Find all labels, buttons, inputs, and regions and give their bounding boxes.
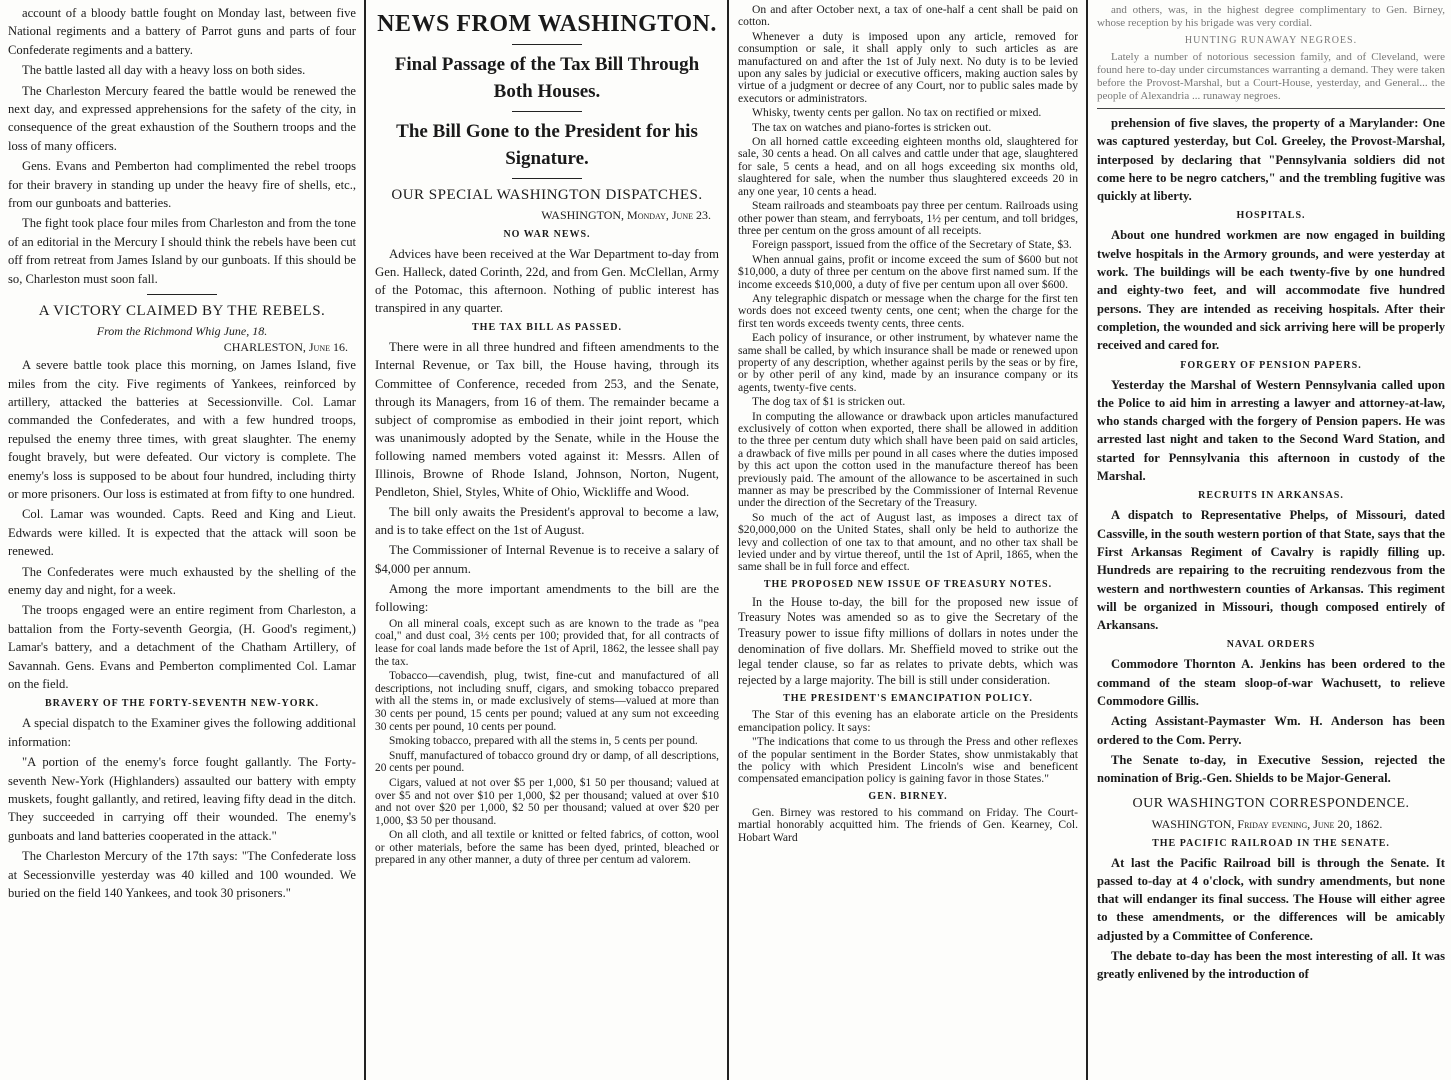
subheading-emancipation: THE PRESIDENT'S EMANCIPATION POLICY. [783, 693, 1033, 705]
headline-final-passage: Final Passage of the Tax Bill Through Both Houses. [394, 54, 700, 102]
article-paragraph: The Charleston Mercury of the 17th says: "The Confederate loss at Secessionville yesterday was 40 killed and 100 wounded. We buried on the field 140 Yankees, and took 30 prisoners." [8, 849, 356, 901]
article-paragraph: The battle lasted all day with a heavy loss on both sides. [22, 63, 306, 78]
article-paragraph: The Charleston Mercury feared the battle would be renewed the next day, and expressed apprehensions for the safety of the city, in consequence of the great exhaustion of the Southern troops and the loss of many officers. [8, 83, 356, 153]
column-rule [1086, 0, 1088, 1080]
subheading-hospitals: HOSPITALS. [1236, 210, 1306, 222]
column-3 [730, 0, 1084, 1080]
section-divider [512, 111, 582, 112]
article-paragraph: On all horned cattle exceeding eighteen months old, slaughtered for sale, 30 cents a head. On all calves and cattle under that age, slaughtered for sale, 5 cents a head, and on all hogs exceeding six months old, slaughtered for sale, when the number thus slaughtered exceeds 20 in any one year, 10 cents a head. [738, 135, 1078, 198]
article-paragraph: Advices have been received at the War Department to-day from Gen. Halleck, dated Corinth, 22d, and from Gen. McClellan, Army of the Potomac, this afternoon. Nothing of public interest has transpired in any quarter. [375, 247, 719, 316]
article-paragraph: Col. Lamar was wounded. Capts. Reed and King and Lieut. Edwards were killed. It is expected that the attack will soon be renewed. [8, 507, 356, 559]
article-paragraph: A severe battle took place this morning, on James Island, five miles from the city. Five regiments of Yankees, reinforced by artillery, attacked the batteries at Secessionville. Col. Lamar commanded the Confederates, and with a few hundred troops, repulsed the enemy three times, with great slaughter. The enemy fought bravely, but were defeated. Our victory is complete. The enemy's loss is supposed to be about four hundred, including thirty or more prisoners. Our loss is estimated at from fifty to one hundred. [8, 358, 356, 501]
article-paragraph: In the House to-day, the bill for the proposed new issue of Treasury Notes was amended so as to give the Secretary of the Treasury power to issue fifty millions of dollars in notes under the denomination of five dollars. Mr. Sheffield moved to strike out the legal tender clause, so far as relates to private debts, which was rejected by a large majority. The bill is still under consideration. [738, 594, 1078, 687]
article-paragraph: So much of the act of August last, as imposes a direct tax of $20,000,000 on the United States, shall only be held to authorize the levy and collection of one tax to that amount, and no other tax shall be levied under and by virtue thereof, until the 1st of April, 1865, when the same shall be in full force and effect. [738, 510, 1078, 574]
subheading-recruits: RECRUITS IN ARKANSAS. [1198, 490, 1344, 502]
article-paragraph: The troops engaged were an entire regiment from Charleston, a battalion from the Forty-seventh Georgia, (H. Good's regiment,) Lamar's battery, and a detachment of the Chatham Artillery, of Savannah. Gens. Evans and Pemberton complimented Col. Lamar on the field. [8, 603, 356, 691]
article-paragraph: On all mineral coals, except such as are known to the trade as "pea coal," and dust coal, 3½ cents per 100; provided that, for all contracts of lease for coal lands made before the 1st of April, 1862, the lessee shall pay the tax. [375, 617, 719, 668]
subheading-naval-orders: NAVAL ORDERS [1226, 639, 1316, 651]
article-paragraph: The Confederates were much exhausted by the shelling of the enemy day and night, for a week. [8, 564, 356, 597]
column-4 [1089, 0, 1451, 1080]
dateline: CHARLESTON, June 16. [223, 340, 348, 355]
article-paragraph: The bill only awaits the President's approval to become a law, and is to take effect on the 1st of August. [375, 505, 719, 538]
article-paragraph: The Star of this evening has an elaborate article on the Presidents emancipation policy. It says: [738, 708, 1078, 734]
article-paragraph: In computing the allowance or drawback upon articles manufactured exclusively of cotton when exported, there shall be allowed in addition to the three per centum duty which shall have been paid on said articles, a drawback of five mills per pound in all cases where the duties imposed by this act upon the cotton used in the manufacture thereof has been previously paid. The amount of the allowance to be ascertained in such manner as may be prescribed by the Commissioner of Internal Revenue under the direction of the Secretary of the Treasury. [738, 409, 1078, 510]
article-paragraph: prehension of five slaves, the property of a Marylander: One was captured yesterday, but Col. Greeley, the Provost-Marshal, interposed by declaring that "Pennsylvania soldiers did not come here to be negro catchers," and the trembling fugitive was quickly at liberty. [1097, 116, 1445, 204]
article-paragraph: Gens. Evans and Pemberton had complimented the rebel troops for their bravery in standing up under the heavy fire of shells, etc., from our gunboats and batteries. [8, 159, 356, 211]
article-paragraph: About one hundred workmen are now engaged in building twelve hospitals in the Armory grounds, and were yesterday at work. The buildings will be each twenty-five by one hundred and eighty-two feet, and will accommodate five hundred persons. They are intended as receiving hospitals. After their completion, the wounded and sick arriving here will be properly received and cared for. [1097, 228, 1445, 353]
article-paragraph: The debate to-day has been the most interesting of all. It was greatly enlivened by the introduction of [1097, 948, 1445, 982]
article-paragraph: A special dispatch to the Examiner gives the following additional information: [8, 716, 356, 749]
subheading-pacific-railroad: THE PACIFIC RAILROAD IN THE SENATE. [1152, 837, 1390, 849]
article-paragraph: Any telegraphic dispatch or message when the charge for the first ten words does not exceed twenty cents, one cent; when the charge for the first ten words exceeds twenty cents, three cents. [738, 291, 1078, 330]
clipping-edge [1097, 108, 1445, 109]
headline-news-from-washington: NEWS FROM WASHINGTON. [377, 11, 717, 37]
headline-special-dispatches: OUR SPECIAL WASHINGTON DISPATCHES. [391, 187, 703, 203]
subheading-treasury-notes: THE PROPOSED NEW ISSUE OF TREASURY NOTES. [763, 578, 1053, 590]
article-paragraph: On all cloth, and all textile or knitted or felted fabrics, of cotton, wool or other materials, before the same has been dyed, printed, bleached or prepared in any other manner, a duty of three per centum ad valorem. [375, 829, 719, 867]
article-paragraph: Lately a number of notorious secession family, and of Cleveland, were found here to-day under circumstances warranting a demand. They were taken before the Provost-Marshal, but a Court-House, yesterday, and General... the people of Alexandria ... runaway negroes. [1097, 51, 1445, 102]
article-paragraph: The tax on watches and piano-fortes is stricken out. [752, 120, 992, 134]
section-divider [512, 44, 582, 45]
article-paragraph: "A portion of the enemy's force fought gallantly. The Forty-seventh New-York (Highlanders) assaulted our battery with empty muskets, fought gallantly, and retired, leaving fifty dead in the ditch. They succeeded in carrying off their wounded. The enemy's gunboats and land batteries cooperated in the attack." [8, 755, 356, 843]
article-paragraph: Each policy of insurance, or other instrument, by whatever name the same shall be called, by which insurance shall be made or renewed upon property of any description, whether against perils by the seas or by fire, or by other peril of any kind, made by an insurance company or its agents, twenty-five cents. [738, 331, 1078, 394]
headline-bill-gone: The Bill Gone to the President for his Signature. [396, 121, 698, 169]
column-rule [727, 0, 729, 1080]
subheading-tax-bill: THE TAX BILL AS PASSED. [472, 322, 622, 334]
article-paragraph: A dispatch to Representative Phelps, of Missouri, dated Cassville, in the south western portion of that State, says that the First Arkansas Regiment of Cavalry is rapidly filling up. Hundreds are repairing to the recruiting rendezvous from the western and northwestern counties of Arkansas. This regiment will be organized in Missouri, though composed entirely of Arkansans. [1097, 508, 1445, 633]
article-paragraph: Whenever a duty is imposed upon any article, removed for consumption or sale, it shall apply only to such articles as are manufactured on and after the 1st of July next. No duty is to be levied upon any sales by judicial or executive officers, making auction sales by virtue of a judgment or decree of any Court, nor to public sales made by executors or administrators. [738, 29, 1078, 105]
article-paragraph: Gen. Birney was restored to his command on Friday. The Court-martial honorably acquitted him. The friends of Gen. Kearney, Col. Hobart Ward [738, 805, 1078, 844]
article-paragraph: At last the Pacific Railroad bill is through the Senate. It passed to-day at 4 o'clock, with sundry amendments, but none that will endanger its final success. The House will either agree to these amendments, or the differences will be amicably adjusted by a Committee of Conference. [1097, 855, 1445, 943]
headline-victory: A VICTORY CLAIMED BY THE REBELS. [38, 303, 326, 320]
subheading-forgery: FORGERY OF PENSION PAPERS. [1180, 359, 1362, 371]
article-paragraph: Commodore Thornton A. Jenkins has been ordered to the command of the steam sloop-of-war Wachusett, to relieve Commodore Gillis. [1097, 657, 1445, 709]
article-paragraph: The Commissioner of Internal Revenue is to receive a salary of $4,000 per annum. [375, 543, 719, 576]
subheading-bravery: BRAVERY OF THE FORTY-SEVENTH NEW-YORK. [44, 698, 320, 710]
article-paragraph: Acting Assistant-Paymaster Wm. H. Anderson has been ordered to the Com. Perry. [1097, 714, 1445, 747]
article-paragraph: Snuff, manufactured of tobacco ground dry or damp, of all descriptions, 20 cents per pound. [375, 749, 719, 775]
subheading-birney: GEN. BIRNEY. [868, 790, 948, 802]
article-paragraph: Yesterday the Marshal of Western Pennsylvania called upon the Police to aid him in arresting a lawyer and attorney-at-law, who stands charged with the forgery of Pension papers. He was arrested last night and taken to the Second Ward Station, and started for Pennsylvania this afternoon in custody of the Marshal. [1097, 377, 1445, 484]
dateline: WASHINGTON, Friday evening, June 20, 1862. [1151, 816, 1383, 831]
article-paragraph: and others, was, in the highest degree complimentary to Gen. Birney, whose reception by his brigade was very cordial. [1097, 4, 1445, 29]
article-paragraph: Among the more important amendments to the bill are the following: [375, 581, 719, 614]
article-paragraph: account of a bloody battle fought on Monday last, between five National regiments and a battery of Parrot guns and parts of four Confederate regiments and a battery. [8, 6, 356, 57]
article-paragraph: Steam railroads and steamboats pay three per centum. Railroads using other power than steam, and ferryboats, 1½ per centum, and toll bridges, three per centum on the gross amount of all receipts. [738, 199, 1078, 237]
subheading-no-war-news: NO WAR NEWS. [503, 229, 591, 240]
dateline: WASHINGTON, Monday, June 23. [541, 208, 711, 222]
subheading-runaway: HUNTING RUNAWAY NEGROES. [1184, 35, 1358, 46]
article-paragraph: Whisky, twenty cents per gallon. No tax on rectified or mixed. [752, 106, 1042, 120]
source-line: From the Richmond Whig June, 18. [96, 324, 268, 339]
article-paragraph: The Senate to-day, in Executive Session, rejected the nomination of Brig.-Gen. Shields to be Major-General. [1097, 752, 1445, 786]
article-paragraph: Foreign passport, issued from the office of the Secretary of State, $3. [752, 238, 1072, 252]
column-2 [367, 0, 725, 1080]
section-divider [512, 178, 582, 179]
column-rule [364, 0, 366, 1080]
article-paragraph: There were in all three hundred and fifteen amendments to the Internal Revenue, or Tax bill, the House having, through its Committee of Conference, receded from 253, and the Senate, through its Managers, from 16 of them. The remainder became a subject of compromise as embodied in their joint report, which was unanimously adopted by the Senate, while in the House the following named members voted against it: Messrs. Allen of Illinois, Browne of Rhode Island, Johnson, Norton, Nugent, Pendleton, Shiel, Styles, White of Ohio, Wickliffe and Wood. [375, 340, 719, 500]
article-paragraph: Cigars, valued at not over $5 per 1,000, $1 50 per thousand; valued at over $5 and not over $10 per 1,000, $2 per thousand; valued at over $10 and not over $20 per 1,000, $2 50 per thousand; valued at over $20 per 1,000, $3 50 per thousand. [375, 776, 719, 827]
faded-clipping [1097, 4, 1445, 103]
article-paragraph: "The indications that come to us through the Press and other reflexes of the popular sentiment in the Border States, show unmistakably that the policy with which President Lincoln's wise and beneficent compensated emancipation policy is gaining favor in those States." [738, 735, 1078, 786]
article-paragraph: Tobacco—cavendish, plug, twist, fine-cut and manufactured of all descriptions, not including snuff, cigars, and smoking tobacco prepared with all the stems in, or made exclusively of stems—valued at more than 30 cents per pound, 15 cents per pound; valued at any sum not exceeding 30 cents per pound, 10 cents per pound. [375, 670, 719, 733]
article-paragraph: Smoking tobacco, prepared with all the stems in, 5 cents per pound. [389, 735, 698, 748]
article-paragraph: On and after October next, a tax of one-half a cent shall be paid on cotton. [738, 3, 1078, 29]
article-paragraph: When annual gains, profit or income exceed the sum of $600 but not $10,000, a duty of three per centum on the above first named sum. If the income exceeds $10,000, a duty of five per centum upon all over $600. [738, 252, 1078, 291]
column-1 [0, 0, 362, 1080]
headline-correspondence: OUR WASHINGTON CORRESPONDENCE. [1132, 795, 1410, 811]
section-divider [147, 294, 217, 295]
article-paragraph: The fight took place four miles from Charleston and from the tone of an editorial in the Mercury I should think the rebels have been cut off from retreat from James Island by our gunboats. If this should be so, Charleston must soon fall. [8, 216, 356, 286]
article-paragraph: The dog tax of $1 is stricken out. [752, 395, 906, 409]
